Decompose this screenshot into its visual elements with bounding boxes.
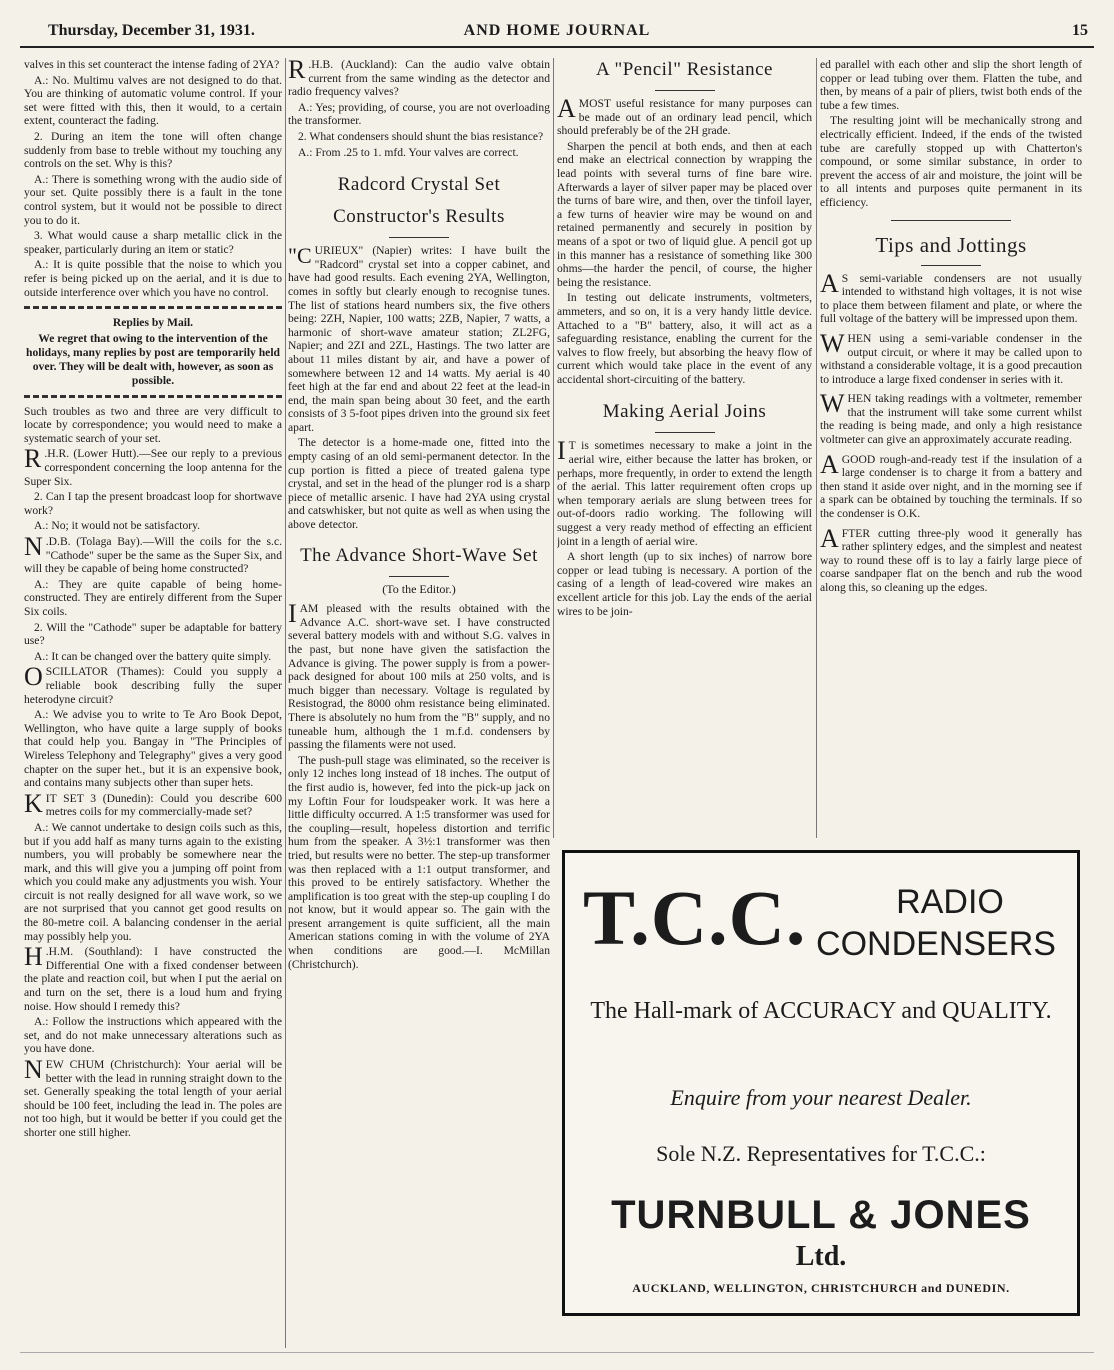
headline-aerial-joins: Making Aerial Joins	[602, 401, 767, 423]
drop-cap: A	[820, 268, 839, 298]
rule	[891, 220, 1011, 221]
letter-text: URIEUX" (Napier) writes: I have built the "Radcord" crystal set into a copper cabinet, and have had good results. Each evening 2YA, Wellington, comes in softly but clearly enough to recognise tunes. The list of stations heard numbers six, the five others being: 2ZH, Napier, 100 watts; 2ZB, Napier, 7 watts, a harmonic of short-wave amateur station; ZL2FG, Napier; and 2ZI and 2ZL, Hastings. The two latter are about 11 miles distant by air, and have a power of somewhere between 12 and 14 watts. My aerial is 40 feet high at the far end and about 22 feet at the lead-in end, the main span being about 30 feet, and the earth consists of 3 5-foot pipes driven into the ground six feet apart.	[288, 244, 550, 434]
drop-cap: W	[820, 389, 845, 419]
ad-hallmark: The Hall-mark of ACCURACY and QUALITY.	[590, 998, 1052, 1024]
column-1	[24, 58, 282, 1348]
tip	[820, 449, 1082, 521]
paragraph: A.: Yes; providing, of course, you are not overloading the transformer.	[288, 100, 550, 128]
ad-company: TURNBULL & JONES	[611, 1193, 1031, 1237]
tip	[820, 268, 1082, 326]
ad-enquire: Enquire from your nearest Dealer.	[670, 1085, 972, 1110]
paragraph: A.: It can be changed over the battery quite simply.	[34, 649, 272, 663]
headline-advance-short-wave: The Advance Short-Wave Set	[300, 544, 538, 566]
article-text: MOST useful resistance for many purposes can be made out of an ordinary lead pencil, which should preferably be of the 2H grade.	[557, 97, 812, 138]
query-text: IT SET 3 (Dunedin): Could you describe 600 metres coils for my commercially-made set?	[45, 791, 282, 819]
drop-cap: K	[24, 788, 43, 818]
query-text: .H.M. (Southland): I have constructed the Differential One with a fixed condenser between the plate and reaction coil, but when I put the aerial on and turn on the set, there is a loud hum and frying noise. How should I remedy this?	[24, 945, 282, 1013]
ad-brand: T.C.C.	[583, 874, 807, 961]
drop-cap: N	[24, 1055, 43, 1084]
ad-condensers: CONDENSERS	[816, 925, 1056, 963]
drop-cap: A	[557, 94, 576, 123]
drop-cap: R	[24, 444, 42, 474]
paragraph: Sharpen the pencil at both ends, and then at each end make an electrical connection by wrapping the lead points with several turns of fine bare wire. Afterwards a layer of silver paper may be placed over the turns of bare wire, and then, over the tinfoil layer, a few turns of heavier wire may be wound on and retained permanently and securely in position by means of a spot or two of liquid glue. A pencil got up in this manner has a resistance of something like 300 ohms—the harder the pencil, of course, the higher being the resistance.	[557, 139, 812, 289]
paragraph: The resulting joint will be mechanically strong and electrically efficient. Indeed, if the ends of the twisted tube are carefully stopped up with Chatterton's compound, or some similar substance, in order to prevent the access of air and moisture, the joint will be to all intents and purposes quite permanent in its efficiency.	[820, 114, 1082, 209]
paragraph: valves in this set counteract the intense fading of 2YA?	[24, 58, 280, 71]
article-aerial-intro	[557, 436, 812, 548]
paragraph: 2. Will the "Cathode" super be adaptable for battery use?	[24, 620, 282, 648]
article-pencil-intro	[557, 94, 812, 138]
notice-text: We regret that owing to the intervention of the holidays, many replies by post are temporarily held over. They will be dealt with, however, as soon as possible.	[26, 331, 280, 387]
page-bottom-rule	[20, 1352, 1094, 1353]
column-2	[288, 58, 550, 1348]
query-new-chum	[24, 1055, 282, 1140]
notice-title: Replies by Mail.	[112, 316, 194, 330]
paragraph: 2. Can I tap the present broadcast loop for shortwave work?	[24, 490, 282, 517]
tip-text: GOOD rough-and-ready test if the insulation of a large condenser is to charge it from a battery and then stand it aside over night, and in the morning see if a spark can be obtained by touching the terminals. If so the condenser is O.K.	[820, 452, 1082, 521]
tip-text: FTER cutting three-ply wood it generally has rather splintery edges, and the simplest and neatest way to round these off is to lay a fairly large piece of coarse sandpaper flat on the bench and rub the wood along this, so cleaning up the edges.	[820, 526, 1082, 594]
rule	[389, 576, 449, 577]
paragraph: A.: It is quite possible that the noise to which you refer is being picked up on the aerial, and it is due to outside interference over which you have no control.	[24, 258, 282, 299]
drop-cap: I	[288, 599, 297, 629]
tip	[820, 328, 1082, 386]
paragraph: ed parallel with each other and slip the short length of copper or lead tubing over them. Flatten the tube, and then, by means of a pair of pliers, twist both ends of the tube a few times.	[820, 58, 1082, 112]
drop-cap: R	[288, 58, 306, 84]
tip	[820, 389, 1082, 447]
paragraph: A short length (up to six inches) of narrow bore copper or lead tubing is necessary. A portion of the casing of a length of lead-covered wire makes an excellent article for this job. Lay the ends of the aerial wires to be join-	[557, 550, 812, 618]
page-header	[20, 20, 1094, 48]
column-divider	[285, 58, 286, 1348]
ad-sole-representatives: Sole N.Z. Representatives for T.C.C.:	[656, 1141, 986, 1166]
query-rhb	[288, 58, 550, 99]
column-divider	[553, 58, 554, 838]
article-text: T is sometimes necessary to make a joint in the aerial wire, either because the latter has broken, or perhaps, more frequently, in order to extend the length of the aerial. This latter requirement often crops up when temporary aerials are slung between trees for out-of-doors radio working. The following will suggest a very ready method of effecting an efficient joint in a length of aerial wire.	[557, 439, 812, 548]
query-text: .H.B. (Auckland): Can the audio valve obtain current from the same winding as the detector and radio frequency valves?	[288, 58, 550, 99]
drop-cap: N	[24, 532, 43, 562]
tip	[820, 523, 1082, 595]
query-text: .D.B. (Tolaga Bay).—Will the coils for the s.c. "Cathode" super be the same as the Super Six, and will they be capable of being home constructed?	[24, 535, 282, 576]
drop-cap: A	[820, 523, 839, 553]
query-text: SCILLATOR (Thames): Could you supply a reliable book describing fully the super heterodyne circuit?	[24, 665, 282, 706]
headline-radcord: Radcord Crystal Set	[337, 174, 501, 196]
letter-curieux	[288, 244, 550, 434]
paragraph: A.: Follow the instructions which appeared with the set, and do not make unnecessary alterations such as you have done.	[24, 1015, 282, 1056]
paragraph: A.: We advise you to write to Te Aro Book Depot, Wellington, who have quite a large supply of books that could help you. Bangay in "The Principles of Wireless Telephony and Telegraphy" gives a very good chapter on the super het., but it is an expensive book, and contains many subjects other than super hets.	[24, 708, 282, 790]
tip-text: S semi-variable condensers are not usually intended to withstand high voltages, it is not wise to place them between filament and plate, or where the full voltage of the battery will be impressed upon them.	[820, 271, 1082, 326]
drop-cap: I	[557, 436, 566, 466]
drop-cap: W	[820, 328, 845, 358]
query-text: EW CHUM (Christchurch): Your aerial will be better with the lead in running straight down to the set. Generally speaking the total length of your aerial should be 100 feet, including the lead in. The poles are not too high, but it would be better if you could get the shorter one still higher.	[24, 1058, 282, 1139]
rule	[389, 237, 449, 238]
paragraph: A.: We cannot undertake to design coils such as this, but if you add half as many turns again to the existing numbers, you will probably be somewhere near the mark, and this will give you a jumping off point from which you could make any adjustments you wish. Your circuit is not really designed for all wave work, so we are not surprised that you cannot get good results on the 80-metre coil. A balancing condenser in the aerial may possibly help you.	[24, 820, 282, 943]
column-3	[557, 58, 812, 838]
tip-text: HEN using a semi-variable condenser in the output circuit, or where it may be called upon to withstand a considerable voltage, it is a good precaution to introduce a large fixed condenser in series with it.	[820, 331, 1082, 386]
drop-cap: O	[24, 662, 43, 692]
query-hhm	[24, 942, 282, 1013]
issue-date: Thursday, December 31, 1931.	[48, 22, 255, 39]
paragraph: A.: No; it would not be satisfactory.	[34, 519, 201, 533]
letter-advance	[288, 599, 550, 752]
ad-cities: AUCKLAND, WELLINGTON, CHRISTCHURCH and DUNEDIN.	[632, 1281, 1010, 1295]
paragraph: A.: From .25 to 1. mfd. Your valves are correct.	[298, 145, 519, 159]
rule	[655, 90, 715, 91]
paragraph: A.: No. Multimu valves are not designed to do that. You are thinking of automatic volume control. If your set were fitted with this, then it would, to a certain extent, counteract the fading.	[24, 73, 282, 128]
query-kit-set	[24, 788, 282, 819]
drop-cap: "C	[288, 243, 312, 269]
paragraph: 2. What condensers should shunt the bias resistance?	[298, 129, 544, 143]
ad-ltd: Ltd.	[795, 1241, 847, 1272]
rule	[655, 432, 715, 433]
paragraph: 2. During an item the tone will often change suddenly from base to treble without my touching any controls on the set. Why is this?	[24, 129, 282, 171]
paragraph: In testing out delicate instruments, voltmeters, ammeters, and so on, it is a very handy little device. Attached to a "B" battery, also, it will act as a safeguarding resistance, enabling the current for the valves to flow freely, but absorbing the heavy flow of current which would take place in the event of any accidental short-circuiting of the battery.	[557, 291, 812, 386]
ad-radio: RADIO	[896, 883, 1004, 921]
ornamental-rule	[24, 395, 282, 398]
journal-title: AND HOME JOURNAL	[463, 22, 651, 39]
paragraph: The detector is a home-made one, fitted into the empty casing of an old semi-permanent detector. In the cup portion is fitted a piece of treated galena type crystal, and set in the head of the plunger rod is a sharp piece of metallic arsenic. I have had 2YA using crystal and catswhisker, but not quite as well as when using the above detector.	[288, 436, 550, 532]
column-divider	[816, 58, 817, 838]
ornamental-rule	[24, 306, 282, 309]
letter-text: AM pleased with the results obtained with the Advance A.C. short-wave set. I have constructed several battery models with and without S.G. valves in the past, but none have given the satisfaction the Advance is giving. The power supply is from a power-pack designed for about 100 mils at 250 volts, and is much bigger than necessary. Voltage is regulated by Resistograd, the 8000 ohm resistance being eliminated. There is absolutely no hum from the "B" supply, and no tuneable hum, although the 1 m.f.d. condensers by passing the filaments were not used.	[288, 602, 550, 752]
drop-cap: H	[24, 942, 43, 972]
headline-constructors-results: Constructor's Results	[333, 206, 505, 228]
paragraph: The push-pull stage was eliminated, so the receiver is only 12 inches long instead of 18 inches. The output of the first audio is, however, fed into the pick-up jack on my Loftin Four for loudspeaker work. It was here a little difficulty occurred. A 1:5 transformer was used for the coupling—result, hopeless distortion and terrific hum from the speaker. A 3½:1 transformer was then tried, but results were no better. The step-up transformer was then replaced with a 1:1 output transformer, and this proved to be entirely satisfactory. Whether the amplification is too great with the step-up coupling I do not know, but it would appear so. The gain with the present arrangement is quite sufficient, all the main American stations coming in with the volume of 2YA when conditions are good.—I. McMillan (Christchurch).	[288, 753, 550, 971]
headline-pencil-resistance: A "Pencil" Resistance	[596, 59, 773, 80]
drop-cap: A	[820, 449, 839, 479]
paragraph: A.: They are quite capable of being home-constructed. They are entirely different from the Super Six coils.	[24, 577, 282, 618]
query-oscillator	[24, 662, 282, 706]
column-4	[820, 58, 1082, 838]
paragraph: 3. What would cause a sharp metallic click in the speaker, particularly during an item or static?	[24, 229, 282, 256]
page-number: 15	[1072, 22, 1088, 39]
tcc-advertisement	[562, 850, 1080, 1316]
paragraph: A.: There is something wrong with the audio side of your set. Quite possibly there is a fault in the tone control system, but it would not be possible to direct you to do it.	[24, 172, 282, 227]
rule	[921, 265, 981, 266]
headline-tips-jottings: Tips and Jottings	[875, 232, 1027, 257]
paragraph: Such troubles as two and three are very difficult to locate by correspondence; you would need to make a systematic search of your set.	[24, 404, 282, 445]
query-hhr	[24, 444, 282, 488]
query-ndb	[24, 532, 282, 576]
to-the-editor: (To the Editor.)	[382, 581, 456, 596]
tip-text: HEN taking readings with a voltmeter, remember that the instrument will take some current whilst the reading is being made, and only a high resistance voltmeter can give an approximately accurate reading.	[820, 392, 1082, 447]
query-text: .H.R. (Lower Hutt).—See our reply to a previous correspondent concerning the loop antenna for the Super Six.	[24, 447, 282, 488]
